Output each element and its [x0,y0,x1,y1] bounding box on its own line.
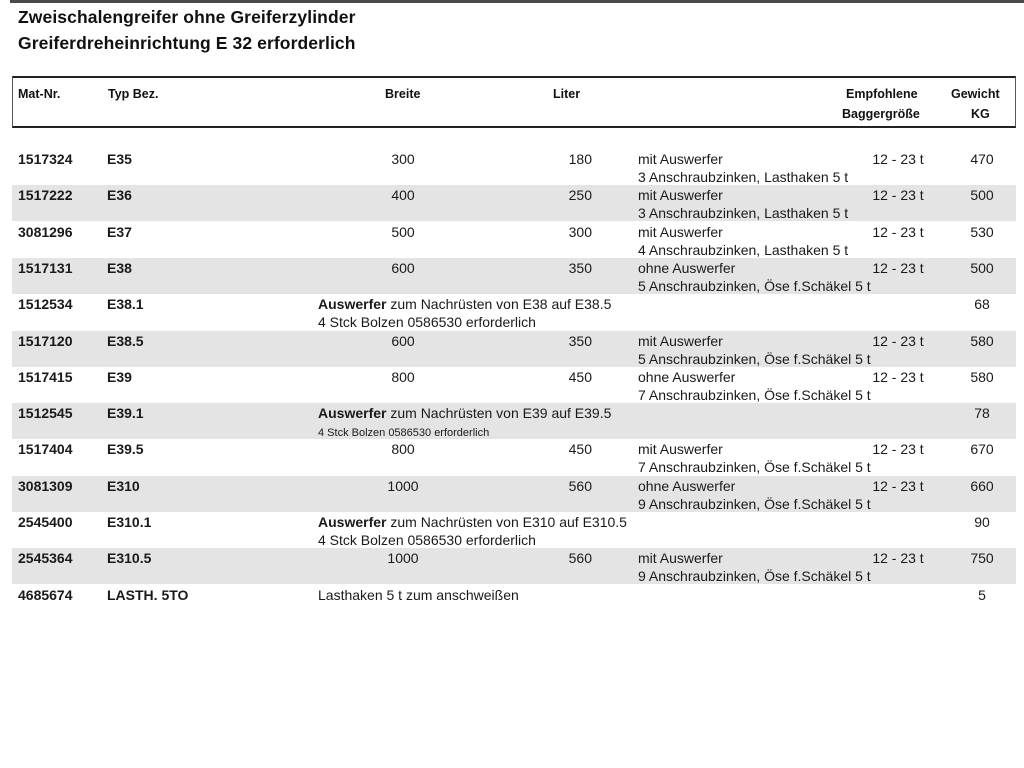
auswerfer-cell: mit Auswerfer [638,187,723,204]
liter-cell: 350 [568,332,592,349]
mat-nr-cell: 1512545 [18,405,73,422]
table-row [12,512,1016,548]
description-cell [318,586,519,604]
gewicht-cell: 500 [970,187,994,204]
table-row [12,439,1016,475]
header-liter: Liter [553,87,581,101]
liter-cell: 250 [568,187,592,204]
mat-nr-cell: 4685674 [18,586,73,603]
liter-cell: 450 [568,441,592,458]
typ-bez-cell: E38.5 [107,332,144,349]
gewicht-cell: 530 [970,223,994,240]
mat-nr-cell: 1517131 [18,259,73,276]
mat-nr-cell: 1517324 [18,151,73,167]
liter-cell: 450 [568,368,592,385]
auswerfer-cell: mit Auswerfer [638,441,723,458]
page-title: Zweischalengreifer ohne Greiferzylinder [18,7,356,27]
table-row [12,258,1016,294]
header-gewicht-line2: KG [971,107,990,121]
zinken-cell: 7 Anschraubzinken, Öse f.Schäkel 5 t [638,386,871,403]
header-baggergroesse-line2: Baggergröße [842,107,920,121]
liter-cell: 180 [568,151,592,167]
typ-bez-cell: E39.5 [107,441,144,458]
breite-cell: 400 [391,187,415,204]
gewicht-cell: 470 [970,151,994,167]
description-cell [318,404,611,422]
baggergroesse-cell: 12 - 23 t [872,550,924,567]
breite-cell: 1000 [387,477,419,494]
header-mat-nr: Mat-Nr. [18,87,61,101]
breite-cell: 600 [391,332,415,349]
description-bold: Auswerfer [318,296,387,313]
header-baggergroesse-line1: Empfohlene [846,87,918,101]
typ-bez-cell: E37 [107,223,132,240]
page-subtitle: Greiferdreheinrichtung E 32 erforderlich [18,33,356,53]
breite-cell: 800 [391,441,415,458]
typ-bez-cell: E35 [107,151,132,167]
zinken-cell: 5 Anschraubzinken, Öse f.Schäkel 5 t [638,277,871,294]
typ-bez-cell: E36 [107,187,132,204]
table-row [12,367,1016,403]
liter-cell: 300 [568,223,592,240]
note-cell: 4 Stck Bolzen 0586530 erforderlich [318,532,536,548]
zinken-cell: 9 Anschraubzinken, Öse f.Schäkel 5 t [638,568,871,585]
gewicht-cell: 670 [970,441,994,458]
liter-cell: 560 [568,550,592,567]
baggergroesse-cell: 12 - 23 t [872,441,924,458]
mat-nr-cell: 2545364 [18,550,73,567]
table-row [12,403,1016,439]
typ-bez-cell: E38.1 [107,296,144,313]
table-row [12,476,1016,512]
auswerfer-cell: mit Auswerfer [638,550,723,567]
typ-bez-cell: E310.5 [107,550,152,567]
table-row [12,222,1016,258]
gewicht-cell: 90 [974,514,990,530]
mat-nr-cell: 3081296 [18,223,73,240]
description-text: zum Nachrüsten von E310 auf E310.5 [386,514,627,530]
description-text: Lasthaken 5 t zum anschweißen [318,586,519,603]
auswerfer-cell: ohne Auswerfer [638,368,736,385]
mat-nr-cell: 1512534 [18,296,73,313]
mat-nr-cell: 1517404 [18,441,73,458]
gewicht-cell: 580 [970,368,994,385]
table-row [12,185,1016,221]
mat-nr-cell: 3081309 [18,477,73,494]
baggergroesse-cell: 12 - 23 t [872,477,924,494]
zinken-cell: 4 Anschraubzinken, Lasthaken 5 t [638,241,849,258]
table-header [12,76,1016,128]
mat-nr-cell: 2545400 [18,514,73,530]
mat-nr-cell: 1517222 [18,187,73,204]
typ-bez-cell: E39.1 [107,405,144,422]
auswerfer-cell: ohne Auswerfer [638,259,736,276]
baggergroesse-cell: 12 - 23 t [872,368,924,385]
zinken-cell: 5 Anschraubzinken, Öse f.Schäkel 5 t [638,350,871,367]
breite-cell: 300 [391,151,415,167]
auswerfer-cell: mit Auswerfer [638,332,723,349]
table-row [12,585,1016,621]
liter-cell: 560 [568,477,592,494]
typ-bez-cell: E39 [107,368,132,385]
table-row [12,149,1016,185]
description-text: zum Nachrüsten von E38 auf E38.5 [386,296,612,313]
header-typ-bez: Typ Bez. [108,87,159,101]
description-bold: Auswerfer [318,405,387,422]
liter-cell: 350 [568,259,592,276]
typ-bez-cell: LASTH. 5TO [107,586,189,603]
description-cell [318,295,611,313]
note-cell: 4 Stck Bolzen 0586530 erforderlich [318,427,490,440]
auswerfer-cell: ohne Auswerfer [638,477,736,494]
mat-nr-cell: 1517415 [18,368,73,385]
table-row [12,548,1016,584]
gewicht-cell: 660 [970,477,994,494]
typ-bez-cell: E38 [107,259,132,276]
gewicht-cell: 5 [978,586,986,603]
baggergroesse-cell: 12 - 23 t [872,187,924,204]
breite-cell: 500 [391,223,415,240]
description-text: zum Nachrüsten von E39 auf E39.5 [386,405,612,422]
gewicht-cell: 580 [970,332,994,349]
baggergroesse-cell: 12 - 23 t [872,151,924,167]
note-cell: 4 Stck Bolzen 0586530 erforderlich [318,314,536,331]
zinken-cell: 7 Anschraubzinken, Öse f.Schäkel 5 t [638,459,871,476]
zinken-cell: 9 Anschraubzinken, Öse f.Schäkel 5 t [638,495,871,512]
gewicht-cell: 750 [970,550,994,567]
zinken-cell: 3 Anschraubzinken, Lasthaken 5 t [638,205,849,222]
auswerfer-cell: mit Auswerfer [638,151,723,167]
typ-bez-cell: E310.1 [107,514,152,530]
header-gewicht-line1: Gewicht [951,87,1000,101]
header-breite: Breite [385,87,421,101]
breite-cell: 800 [391,368,415,385]
baggergroesse-cell: 12 - 23 t [872,332,924,349]
baggergroesse-cell: 12 - 23 t [872,223,924,240]
table-row [12,331,1016,367]
gewicht-cell: 78 [974,405,990,422]
gewicht-cell: 500 [970,259,994,276]
top-rule [10,0,1024,3]
description-bold: Auswerfer [318,514,387,530]
breite-cell: 1000 [387,550,419,567]
baggergroesse-cell: 12 - 23 t [872,259,924,276]
typ-bez-cell: E310 [107,477,140,494]
mat-nr-cell: 1517120 [18,332,73,349]
gewicht-cell: 68 [974,296,990,313]
table-row [12,294,1016,330]
breite-cell: 600 [391,259,415,276]
description-cell [318,513,627,531]
zinken-cell: 3 Anschraubzinken, Lasthaken 5 t [638,169,849,185]
auswerfer-cell: mit Auswerfer [638,223,723,240]
